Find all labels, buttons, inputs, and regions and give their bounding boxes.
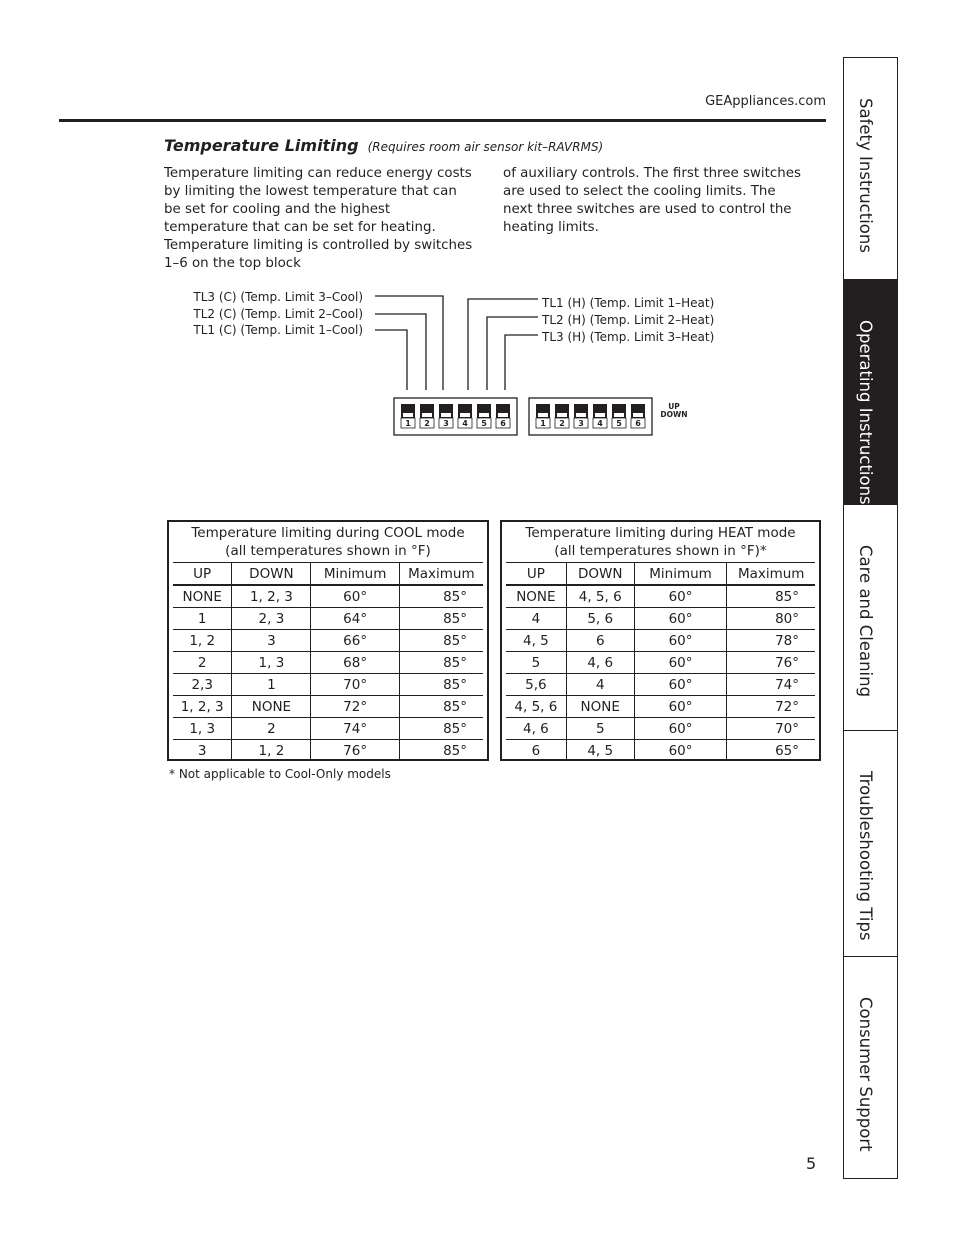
- cell-maximum: 78°: [727, 630, 815, 652]
- site-url: GEAppliances.com: [705, 94, 826, 109]
- intro-paragraph-left: Temperature limiting can reduce energy costs by limiting the lowest temperature that can be set for cooling and the highest temperature that can be set for heating. Temperature limiting is controlled by switches 1–6 on the top block: [164, 166, 473, 271]
- cell-maximum: 85°: [399, 585, 483, 608]
- tab-label: Care and Cleaning: [856, 545, 875, 698]
- col-header-maximum: Maximum: [727, 563, 815, 585]
- label-tl3-cool: TL3 (C) (Temp. Limit 3–Cool): [193, 290, 363, 304]
- cell-up: 1: [173, 608, 232, 630]
- cell-up: 3: [197, 742, 207, 759]
- cell-down: NONE: [232, 696, 311, 718]
- cell-up: 4: [506, 608, 566, 630]
- table-row: [173, 652, 483, 674]
- cell-minimum: 64°: [311, 608, 399, 630]
- cell-up: 6: [531, 742, 541, 759]
- cell-minimum: 60°: [634, 652, 727, 674]
- col-header-minimum: Minimum: [634, 563, 727, 585]
- switch-block-top: [394, 398, 517, 435]
- cell-up: 5,6: [506, 674, 566, 696]
- switch-4-label: 4: [462, 419, 468, 428]
- cell-minimum: 60°: [634, 608, 727, 630]
- cell-up: NONE: [173, 585, 232, 608]
- cell-up: 2,3: [173, 674, 232, 696]
- cell-minimum: 60°: [634, 718, 727, 740]
- cell-down: 6: [566, 630, 634, 652]
- cell-maximum: 85°: [399, 674, 483, 696]
- heat-mode-table: [500, 520, 821, 761]
- cell-maximum: 85°: [399, 630, 483, 652]
- heat-caption-line-1: Temperature limiting during HEAT mode: [525, 525, 796, 541]
- label-tl2-heat: TL2 (H) (Temp. Limit 2–Heat): [542, 313, 715, 327]
- cell-up: 5: [506, 652, 566, 674]
- switch-5-label: 5: [481, 419, 487, 428]
- switch-3-label: 3: [443, 419, 449, 428]
- col-header-down: DOWN: [566, 563, 634, 585]
- cell-minimum: 60°: [311, 585, 399, 608]
- switch-2-label-b: 2: [559, 419, 565, 428]
- cell-down: 1, 2, 3: [232, 585, 311, 608]
- tab-consumer-support[interactable]: [844, 957, 897, 1178]
- table-header-row: [173, 563, 483, 585]
- cell-up: 1, 3: [173, 718, 232, 740]
- dip-switch-diagram: [0, 0, 954, 470]
- tab-operating-instructions[interactable]: [844, 280, 897, 505]
- cell-up: NONE: [506, 585, 566, 608]
- cell-maximum: 72°: [727, 696, 815, 718]
- cell-minimum: 60°: [634, 674, 727, 696]
- cell-down: 3: [232, 630, 311, 652]
- cell-down: 2, 3: [232, 608, 311, 630]
- cell-maximum: 80°: [727, 608, 815, 630]
- intro-paragraph-right: of auxiliary controls. The first three switches are used to select the cooling limits. The next three switches are used to control the heating limits.: [503, 166, 801, 235]
- cell-minimum: 70°: [311, 674, 399, 696]
- label-tl3-heat: TL3 (H) (Temp. Limit 3–Heat): [542, 330, 715, 344]
- switch-3-label-b: 3: [578, 419, 584, 428]
- label-tl1-cool: TL1 (C) (Temp. Limit 1–Cool): [193, 323, 363, 337]
- page-number: 5: [806, 1154, 817, 1173]
- cool-caption-line-1: Temperature limiting during COOL mode: [191, 525, 465, 541]
- cell-minimum: 66°: [311, 630, 399, 652]
- table-row: [173, 674, 483, 696]
- table-row: [173, 740, 483, 762]
- tab-troubleshooting-tips[interactable]: [844, 731, 897, 957]
- table-row: [506, 674, 815, 696]
- cell-maximum: 85°: [399, 718, 483, 740]
- table-header-row: [506, 563, 815, 585]
- cell-minimum: 60°: [634, 630, 727, 652]
- cell-maximum: 74°: [727, 674, 815, 696]
- tab-safety-instructions[interactable]: [844, 58, 897, 280]
- cell-maximum: 85°: [399, 608, 483, 630]
- down-label: DOWN: [660, 410, 688, 419]
- cell-up: 1, 2: [173, 630, 232, 652]
- leader-lines: [375, 296, 538, 390]
- cool-table-caption: [173, 522, 483, 563]
- cell-minimum: 60°: [634, 740, 727, 762]
- cell-minimum: 74°: [311, 718, 399, 740]
- cool-mode-table: [167, 520, 489, 761]
- table-row: [506, 608, 815, 630]
- cell-down: 4, 6: [566, 652, 634, 674]
- table-row: [173, 630, 483, 652]
- cell-minimum: 68°: [311, 652, 399, 674]
- cell-up: 1, 2, 3: [173, 696, 232, 718]
- col-header-minimum: Minimum: [311, 563, 399, 585]
- tab-care-and-cleaning[interactable]: [844, 505, 897, 731]
- table-row: [173, 585, 483, 608]
- cell-down: 5, 6: [566, 608, 634, 630]
- col-header-down: DOWN: [232, 563, 311, 585]
- section-title: Temperature Limiting: [164, 136, 359, 155]
- cell-maximum: 85°: [399, 740, 483, 762]
- cell-down: 1, 3: [232, 652, 311, 674]
- heat-caption-line-2: (all temperatures shown in °F)*: [554, 543, 767, 559]
- cell-minimum: 60°: [634, 696, 727, 718]
- cell-down: 4: [566, 674, 634, 696]
- cell-maximum: 70°: [727, 718, 815, 740]
- cell-up: 2: [173, 652, 232, 674]
- table-row: [506, 696, 815, 718]
- cell-maximum: 65°: [727, 740, 815, 762]
- cool-caption-line-2: (all temperatures shown in °F): [225, 543, 431, 559]
- table-row: [506, 585, 815, 608]
- switch-5-label-b: 5: [616, 419, 622, 428]
- switch-4-label-b: 4: [597, 419, 603, 428]
- tab-label: Safety Instructions: [856, 98, 875, 253]
- table-row: [506, 718, 815, 740]
- cell-up: 4, 5, 6: [506, 696, 566, 718]
- cell-maximum: 85°: [399, 652, 483, 674]
- table-row: [506, 630, 815, 652]
- switch-2-label: 2: [424, 419, 430, 428]
- switch-1-label: 1: [405, 419, 411, 428]
- col-header-maximum: Maximum: [399, 563, 483, 585]
- cell-down: 4, 5, 6: [566, 585, 634, 608]
- cell-down: 1: [232, 674, 311, 696]
- switch-6-label-b: 6: [635, 419, 641, 428]
- cell-down: NONE: [566, 696, 634, 718]
- cell-minimum: 76°: [311, 740, 399, 762]
- cell-down: 2: [232, 718, 311, 740]
- tab-label: Consumer Support: [856, 997, 875, 1152]
- cell-maximum: 85°: [727, 585, 815, 608]
- switch-1-label-b: 1: [540, 419, 546, 428]
- cell-down: 1, 2: [232, 740, 311, 762]
- label-tl2-cool: TL2 (C) (Temp. Limit 2–Cool): [193, 307, 363, 321]
- cell-down: 4, 5: [566, 740, 634, 762]
- cell-maximum: 85°: [399, 696, 483, 718]
- table-row: [173, 718, 483, 740]
- switch-6-label: 6: [500, 419, 506, 428]
- heat-table-caption: [506, 522, 815, 563]
- side-tab-bar: [843, 57, 898, 1179]
- col-header-up: UP: [173, 563, 232, 585]
- up-label: UP: [668, 402, 680, 411]
- cell-minimum: 72°: [311, 696, 399, 718]
- tab-label: Troubleshooting Tips: [856, 771, 875, 941]
- section-subtitle: (Requires room air sensor kit–RAVRMS): [367, 140, 604, 154]
- cell-minimum: 60°: [634, 585, 727, 608]
- table-row: [506, 652, 815, 674]
- col-header-up: UP: [506, 563, 566, 585]
- table-row: [506, 740, 815, 762]
- table-row: [173, 608, 483, 630]
- cell-up: 4, 6: [506, 718, 566, 740]
- cell-down: 5: [566, 718, 634, 740]
- cell-up: 4, 5: [506, 630, 566, 652]
- cell-maximum: 76°: [727, 652, 815, 674]
- tab-label: Operating Instructions: [856, 320, 875, 505]
- footnote: * Not applicable to Cool-Only models: [169, 767, 391, 781]
- switch-block-bottom: [529, 398, 652, 435]
- label-tl1-heat: TL1 (H) (Temp. Limit 1–Heat): [542, 296, 715, 310]
- table-row: [173, 696, 483, 718]
